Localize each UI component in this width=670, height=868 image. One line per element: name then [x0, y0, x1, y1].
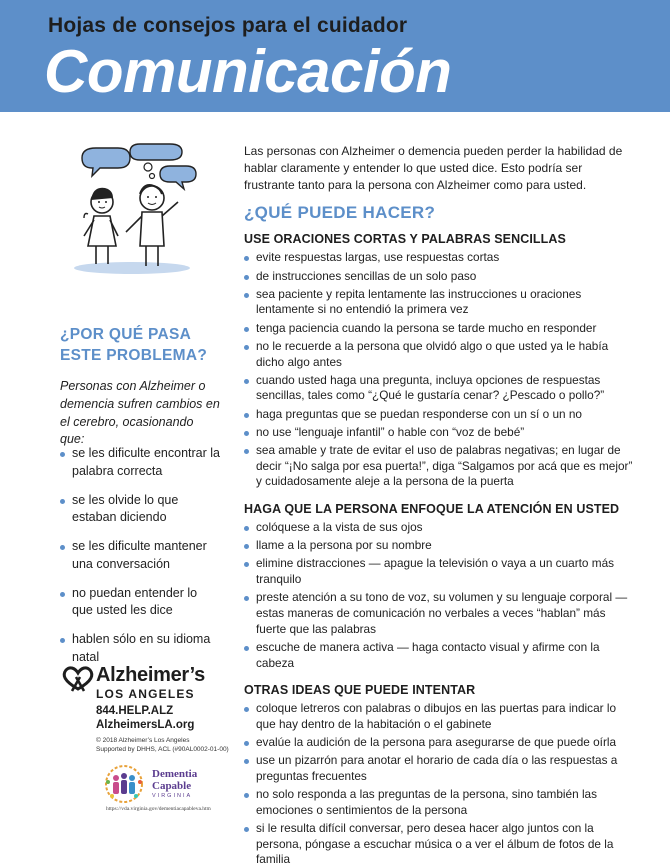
dc-url-link[interactable]: https://vda.virginia.gov/dementiacapableva.htm [106, 806, 211, 813]
list-item: se les dificulte encontrar la palabra correcta [60, 445, 220, 481]
alzheimers-la-logo [60, 665, 235, 701]
list-item: haga preguntas que se puedan responderse con un sí o un no [244, 407, 634, 423]
copyright-text [96, 736, 235, 755]
section-list [244, 701, 634, 868]
list-item: llame a la persona por su nombre [244, 538, 634, 554]
list-item: elimine distracciones — apague la televisión o vaya a un cuarto más tranquilo [244, 556, 634, 587]
page-title: Comunicación [44, 38, 452, 105]
section-list [244, 520, 634, 671]
dc-state: VIRGINIA [152, 793, 193, 800]
alzheimers-name: Alzheimer’s [96, 664, 205, 686]
phone-number: 844.HELP.ALZ [96, 705, 174, 717]
list-item: evalúe la audición de la persona para asegurarse de que puede oírla [244, 735, 634, 751]
list-item: no use “lenguaje infantil” o hable con “voz de bebé” [244, 425, 634, 441]
dc-name-line: Capable [152, 779, 192, 792]
list-item: cuando usted haga una pregunta, incluya opciones de respuestas sencillas, tales como “¿Qué le gustaría cenar? ¿Pescado o pollo?” [244, 373, 634, 404]
section-heading: USE ORACIONES CORTAS Y PALABRAS SENCILLAS [244, 232, 566, 247]
why-list [60, 445, 220, 678]
website-link[interactable]: AlzheimersLA.org [96, 718, 195, 731]
logo-block [60, 665, 235, 812]
why-intro: Personas con Alzheimer o demencia sufren cambios en el cerebro, ocasionando que: [60, 379, 220, 447]
what-heading: ¿QUÉ PUEDE HACER? [244, 203, 436, 223]
list-item: no solo responda a las preguntas de la persona, sino también las emociones o sentimientos de la persona [244, 787, 634, 818]
list-item: coloque letreros con palabras o dibujos en las puertas para indicar lo que hay dentro de la habitación o el gabinete [244, 701, 634, 732]
list-item: evite respuestas largas, use respuestas cortas [244, 250, 634, 266]
section-list [244, 250, 634, 490]
list-item: hablen sólo en su idioma natal [60, 631, 220, 667]
header-banner [0, 0, 670, 112]
why-heading-line: ESTE PROBLEMA? [60, 346, 208, 364]
why-heading-line: ¿POR QUÉ PASA [60, 326, 192, 343]
support-line: Supported by DHHS, ACL (#90AL0002-01-00) [96, 746, 229, 754]
list-item: se les olvide lo que estaban diciendo [60, 492, 220, 528]
list-item: no puedan entender lo que usted les dice [60, 585, 220, 621]
section-heading: OTRAS IDEAS QUE PUEDE INTENTAR [244, 683, 476, 698]
list-item: se les dificulte mantener una conversación [60, 538, 220, 574]
two-people-speech-bubbles-icon [60, 140, 210, 280]
list-item: sea paciente y repita lentamente las instrucciones u oraciones lentamente si no entendió la primera vez [244, 287, 634, 318]
list-item: preste atención a su tono de voz, su volumen y su lenguaje corporal — estas maneras de comunicación no verbales a veces “hablan” más fuerte que las palabras [244, 590, 634, 637]
alzheimers-city: LOS ANGELES [96, 687, 195, 701]
list-item: sea amable y trate de evitar el uso de palabras negativas; en lugar de decir “¡No salga por esa puerta!”, diga “Salgamos por acá que es mejor” y cuidadosamente aleje a la persona de la puerta [244, 443, 634, 490]
list-item: si le resulta difícil conversar, pero desea hacer algo juntos con la persona, póngase a escuchar música o a ver el álbum de fotos de la familia [244, 821, 634, 868]
page-subtitle: Hojas de consejos para el cuidador [48, 14, 408, 37]
why-heading [60, 325, 225, 367]
list-item: de instrucciones sencillas de un solo paso [244, 269, 634, 285]
list-item: use un pizarrón para anotar el horario de cada día o las respuestas a preguntas frecuentes [244, 753, 634, 784]
list-item: escuche de manera activa — haga contacto visual y afirme con la cabeza [244, 640, 634, 671]
intro-paragraph: Las personas con Alzheimer o demencia pueden perder la habilidad de hablar claramente y entender lo que usted dice. Esto podría ser frustrante tanto para la persona con Alzheimer como para usted. [244, 144, 623, 192]
ribbon-heart-icon [60, 665, 96, 693]
copyright-line: © 2018 Alzheimer’s Los Angeles [96, 736, 190, 744]
list-item: no le recuerde a la persona que olvidó algo o que usted ya le había dicho algo antes [244, 339, 634, 370]
people-circle-icon [98, 764, 150, 804]
dementia-capable-logo [98, 764, 235, 804]
section-heading: HAGA QUE LA PERSONA ENFOQUE LA ATENCIÓN EN USTED [244, 502, 620, 517]
dc-name-line: Dementia [152, 768, 198, 781]
list-item: tenga paciencia cuando la persona se tarde mucho en responder [244, 321, 634, 337]
main-content [244, 143, 634, 868]
list-item: colóquese a la vista de sus ojos [244, 520, 634, 536]
